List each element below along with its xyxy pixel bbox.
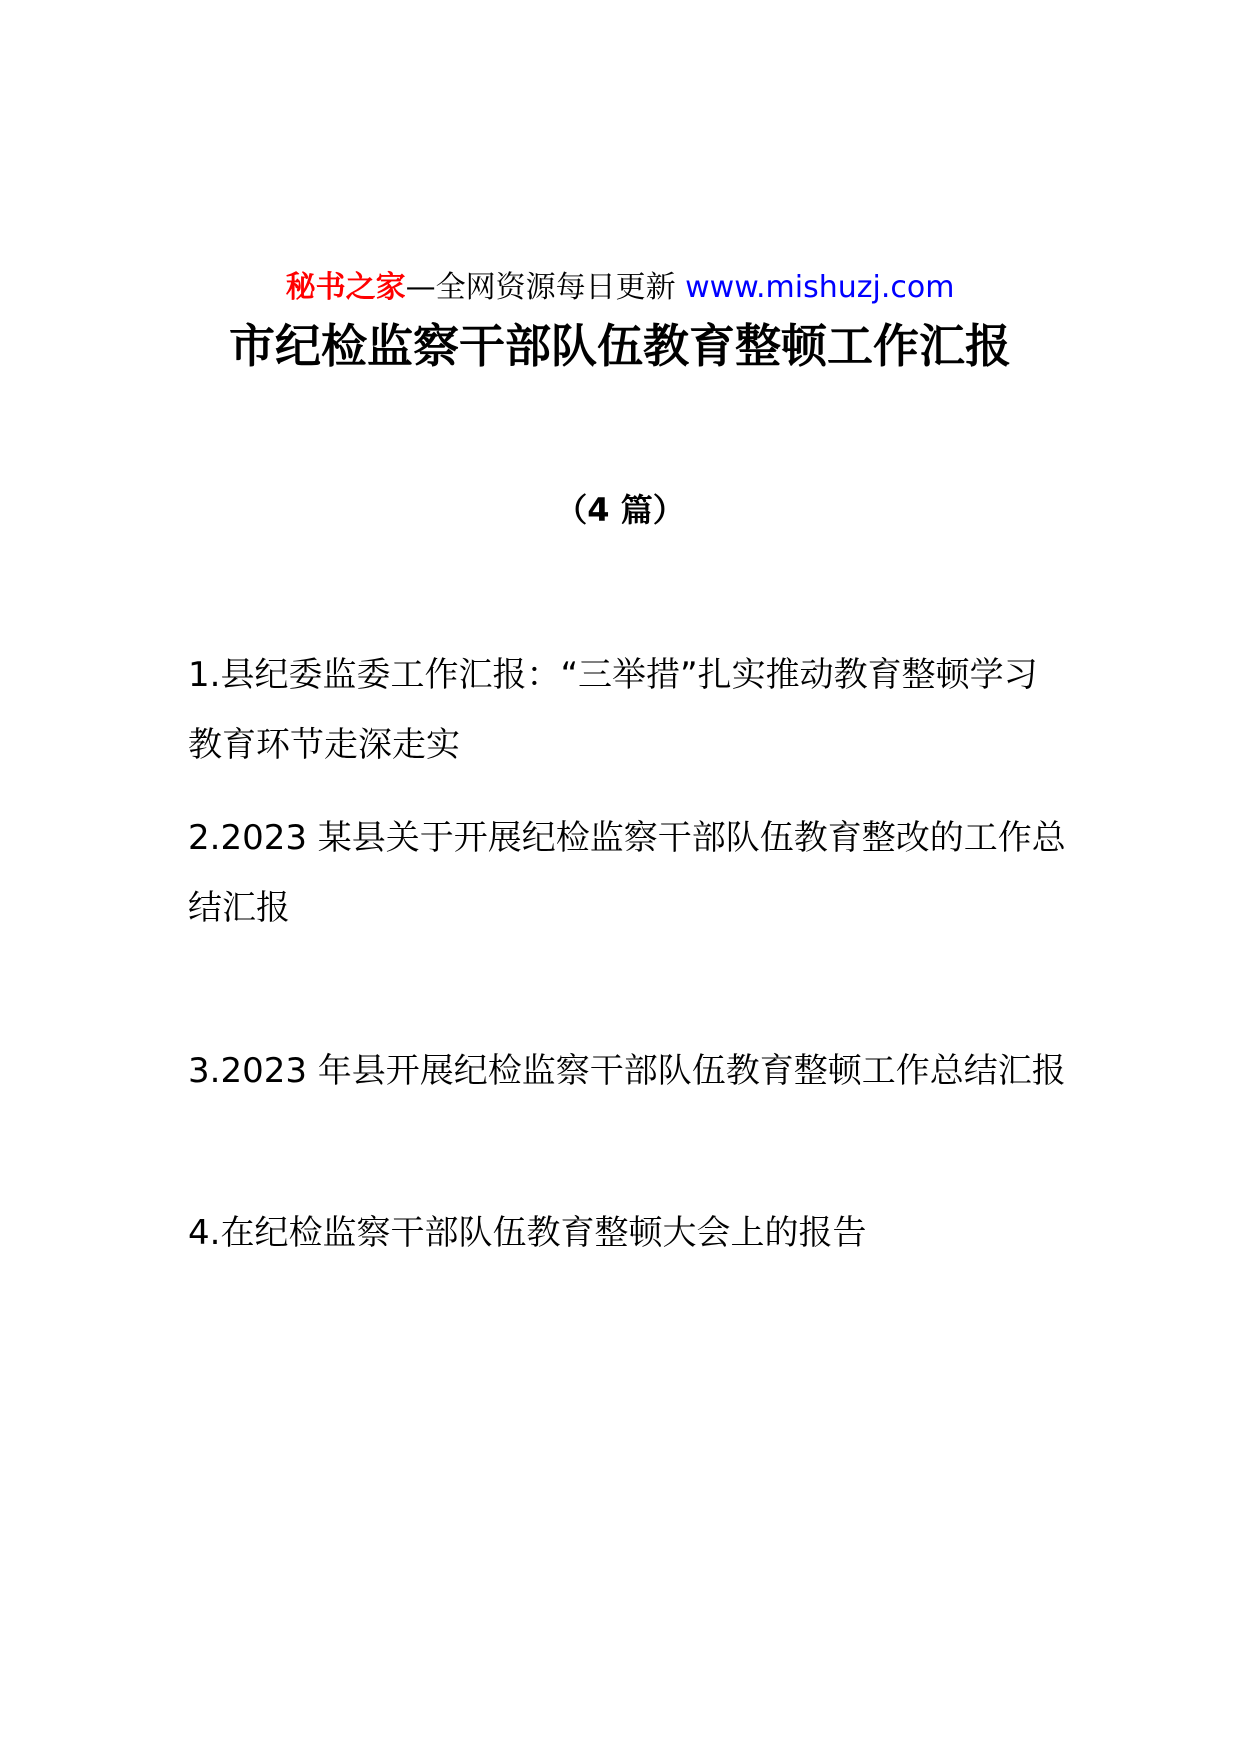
toc-item-1: 1.县纪委监委工作汇报：“三举措”扎实推动教育整顿学习教育环节走深走实 bbox=[188, 655, 1038, 765]
site-url-link[interactable]: www.mishuzj.com bbox=[685, 270, 955, 305]
toc-item-3: 3.2023 年县开展纪检监察干部队伍教育整顿工作总结汇报 bbox=[188, 1051, 1066, 1091]
site-header bbox=[0, 268, 1240, 308]
toc-item-4: 4.在纪检监察干部队伍教育整顿大会上的报告 bbox=[188, 1213, 867, 1253]
document-title: 市纪检监察干部队伍教育整顿工作汇报 bbox=[229, 319, 1011, 373]
article-count: （4 篇） bbox=[555, 491, 685, 529]
toc-item-2: 2.2023 某县关于开展纪检监察干部队伍教育整改的工作总结汇报 bbox=[188, 818, 1066, 928]
header-tagline: —全网资源每日更新 bbox=[405, 270, 676, 305]
brand-name: 秘书之家 bbox=[285, 270, 406, 305]
